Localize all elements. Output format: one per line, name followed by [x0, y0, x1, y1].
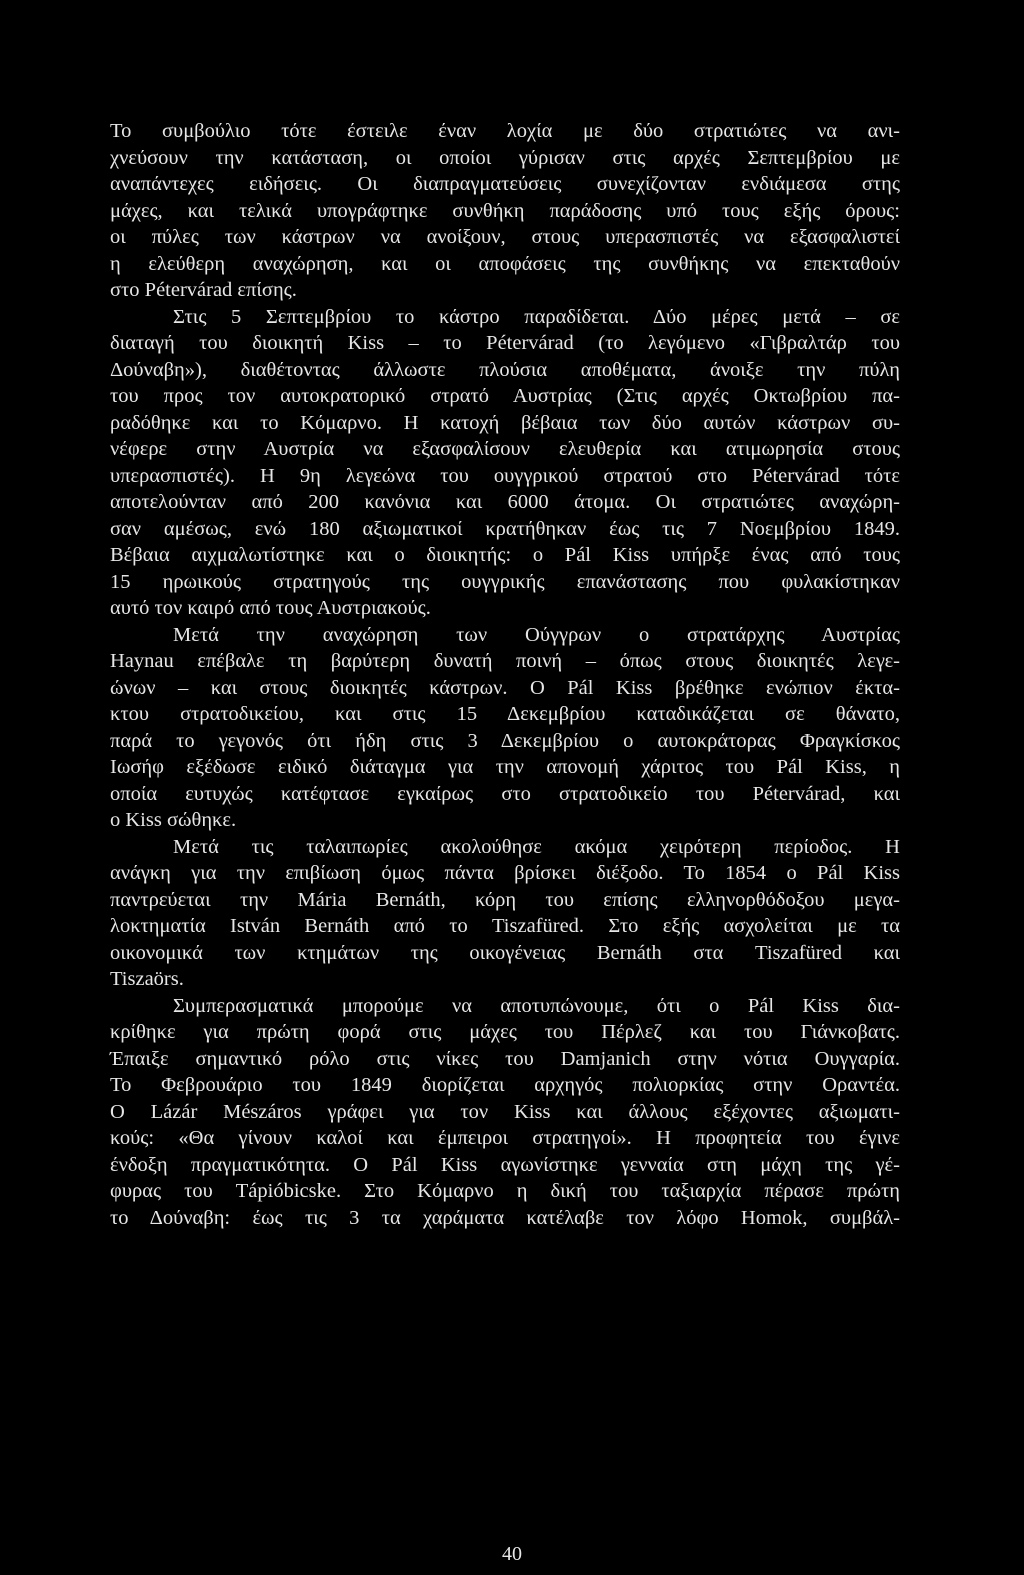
- text-line: ώνων – και στους διοικητές κάστρων. Ο Pál Kiss βρέθηκε ενώπιον έκτα-: [110, 676, 900, 699]
- paragraph-3: [110, 622, 900, 834]
- text-line: ο Kiss σώθηκε.: [110, 809, 237, 831]
- text-line: Ιωσήφ εξέδωσε ειδικό διάταγμα για την απονομή χάριτος του Pál Kiss, η: [110, 756, 900, 778]
- text-line: του προς τον αυτοκρατορικό στρατό Αυστρίας (Στις αρχές Οκτωβρίου πα-: [110, 385, 900, 407]
- text-line: σαν αμέσως, ενώ 180 αξιωματικοί κρατήθηκαν έως τις 7 Νοεμβρίου 1849.: [110, 517, 900, 540]
- text-line: οποία ευτυχώς κατέφτασε εγκαίρως στο στρατοδικείο του Pétervárad, και: [110, 782, 900, 805]
- paragraph-1: [110, 118, 900, 304]
- text-line: κτου στρατοδικείου, και στις 15 Δεκεμβρίου καταδικάζεται σε θάνατο,: [110, 703, 900, 725]
- paragraph-5: [110, 993, 900, 1232]
- text-line: νέφερε στην Αυστρία να εξασφαλίσουν ελευθερία και ατιμωρησία στους: [110, 438, 900, 460]
- text-line: οικονομικά των κτημάτων της οικογένειας Bernáth στα Tiszafüred και: [110, 941, 900, 964]
- text-line: Έπαιξε σημαντικό ρόλο στις νίκες του Damjanich στην νότια Ουγγαρία.: [110, 1047, 900, 1070]
- text-line: το Δούναβη: έως τις 3 τα χαράματα κατέλαβε τον λόφο Homok, συμβάλ-: [110, 1206, 900, 1229]
- text-line: κούς: «Θα γίνουν καλοί και έμπειροι στρατηγοί». Η προφητεία του έγινε: [110, 1127, 900, 1149]
- text-line: παντρεύεται την Mária Bernáth, κόρη του επίσης ελληνορθόδοξου μεγα-: [110, 888, 900, 911]
- text-line: οι πύλες των κάστρων να ανοίξουν, στους υπερασπιστές να εξασφαλιστεί: [110, 226, 900, 248]
- text-line: κρίθηκε για πρώτη φορά στις μάχες του Πέρλεζ και του Γιάνκοβατς.: [110, 1021, 900, 1043]
- text-line: λοκτηματία István Bernáth από το Tiszafüred. Στο εξής ασχολείται με τα: [110, 915, 900, 937]
- text-line: ραδόθηκε και το Κόμαρνο. Η κατοχή βέβαια των δύο αυτών κάστρων συ-: [110, 411, 900, 434]
- text-line: μάχες, και τελικά υπογράφτηκε συνθήκη παράδοσης υπό τους εξής όρους:: [110, 199, 900, 222]
- text-line: Συμπερασματικά μπορούμε να αποτυπώνουμε, ότι ο Pál Kiss δια-: [173, 994, 900, 1017]
- text-line: ανάγκη για την επιβίωση όμως πάντα βρίσκει διέξοδο. Το 1854 ο Pál Kiss: [110, 862, 900, 884]
- text-line: Στις 5 Σεπτεμβρίου το κάστρο παραδίδεται. Δύο μέρες μετά – σε: [173, 305, 900, 328]
- text-line: αποτελούνταν από 200 κανόνια και 6000 άτομα. Οι στρατιώτες αναχώρη-: [110, 491, 900, 513]
- page-body: [110, 118, 900, 1231]
- text-line: Δούναβη»), διαθέτοντας άλλωστε πλούσια αποθέματα, άνοιξε την πύλη: [110, 358, 900, 381]
- text-line: υπερασπιστές). Η 9η λεγεώνα του ουγγρικού στρατού στο Pétervárad τότε: [110, 464, 900, 487]
- text-line: Βέβαια αιχμαλωτίστηκε και ο διοικητής: ο Pál Kiss υπήρξε ένας από τους: [110, 544, 900, 566]
- text-line: φυρας του Tápióbicske. Στο Κόμαρνο η δική του ταξιαρχία πέρασε πρώτη: [110, 1180, 900, 1202]
- text-line: Μετά τις ταλαιπωρίες ακολούθησε ακόμα χειρότερη περίοδος. Η: [173, 835, 900, 858]
- text-line: η ελεύθερη αναχώρηση, και οι αποφάσεις της συνθήκης να επεκταθούν: [110, 252, 900, 275]
- paragraph-2: [110, 304, 900, 622]
- text-line: 15 ηρωικούς στρατηγούς της ουγγρικής επανάστασης που φυλακίστηκαν: [110, 570, 900, 593]
- text-line: Haynau επέβαλε τη βαρύτερη δυνατή ποινή – όπως στους διοικητές λεγε-: [110, 650, 900, 672]
- text-line: αυτό τον καιρό από τους Αυστριακούς.: [110, 597, 431, 619]
- page-number: 40: [502, 1543, 522, 1565]
- text-line: Tiszaörs.: [110, 968, 184, 990]
- text-line: παρά το γεγονός ότι ήδη στις 3 Δεκεμβρίου ο αυτοκράτορας Φραγκίσκος: [110, 729, 900, 752]
- text-line: Το συμβούλιο τότε έστειλε έναν λοχία με δύο στρατιώτες να ανι-: [110, 120, 900, 142]
- paragraph-4: [110, 834, 900, 993]
- text-line: Ο Lázár Mészáros γράφει για τον Kiss και άλλους εξέχοντες αξιωματι-: [110, 1100, 900, 1123]
- text-line: στο Pétervárad επίσης.: [110, 279, 297, 301]
- text-line: ένδοξη πραγματικότητα. Ο Pál Kiss αγωνίστηκε γενναία στη μάχη της γέ-: [110, 1153, 900, 1176]
- text-line: χνεύσουν την κατάσταση, οι οποίοι γύρισαν στις αρχές Σεπτεμβρίου με: [110, 146, 900, 169]
- text-line: διαταγή του διοικητή Kiss – το Pétervárad (το λεγόμενο «Γιβραλτάρ του: [110, 332, 900, 354]
- text-line: Μετά την αναχώρηση των Ούγγρων ο στρατάρχης Αυστρίας: [173, 623, 900, 646]
- text-line: αναπάντεχες ειδήσεις. Οι διαπραγματεύσεις συνεχίζονταν ενδιάμεσα στης: [110, 173, 900, 195]
- text-line: Το Φεβρουάριο του 1849 διορίζεται αρχηγός πολιορκίας στην Οραντέα.: [110, 1074, 900, 1096]
